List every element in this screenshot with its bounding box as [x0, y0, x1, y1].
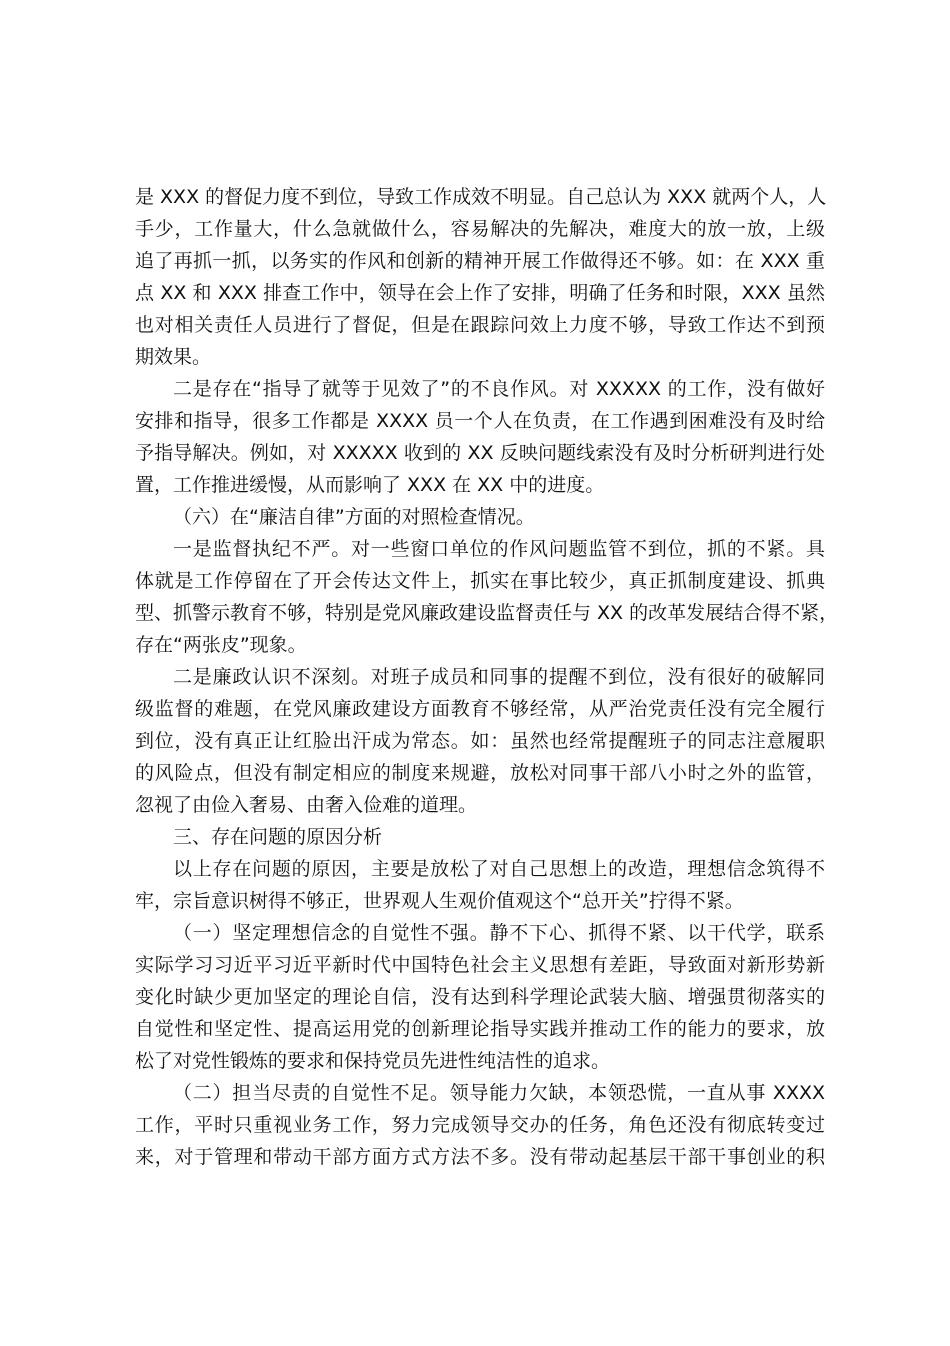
- text-line: 型、抓警示教育不够，特别是党风廉政建设监督责任与 XX 的改革发展结合得不紧，: [135, 602, 839, 624]
- text-line: 二是廉政认识不深刻。对班子成员和同事的提醒不到位，没有很好的破解同: [173, 666, 825, 688]
- text-line: 以上存在问题的原因，主要是放松了对自己思想上的改造，理想信念筑得不: [173, 858, 825, 880]
- text-line: 是 XXX 的督促力度不到位，导致工作成效不明显。自己总认为 XXX 就两个人，人: [135, 186, 827, 208]
- text-line: 级监督的难题，在党风廉政建设方面教育不够经常，从严治党责任没有完全履行: [135, 698, 825, 720]
- text-line: （二）担当尽责的自觉性不足。领导能力欠缺，本领恐慌，一直从事 XXXX: [173, 1082, 825, 1104]
- text-line: 体就是工作停留在了开会传达文件上，抓实在事比较少，真正抓制度建设、抓典: [135, 570, 825, 592]
- text-line: 到位，没有真正让红脸出汗成为常态。如：虽然也经常提醒班子的同志注意履职: [135, 730, 825, 752]
- text-line: 变化时缺少更加坚定的理论自信，没有达到科学理论武装大脑、增强贯彻落实的: [135, 986, 825, 1008]
- text-line: 期效果。: [135, 346, 212, 368]
- text-line: 松了对党性锻炼的要求和保持党员先进性纯洁性的追求。: [135, 1050, 611, 1072]
- text-line: 的风险点，但没有制定相应的制度来规避，放松对同事干部八小时之外的监管，: [135, 762, 825, 784]
- text-line: 忽视了由俭入奢易、由奢入俭难的道理。: [135, 794, 478, 816]
- text-line: 追了再抓一抓，以务实的作风和创新的精神开展工作做得还不够。如：在 XXX 重: [135, 250, 825, 272]
- text-line: 工作，平时只重视业务工作，努力完成领导交办的任务，角色还没有彻底转变过: [135, 1114, 825, 1136]
- text-line: 点 XX 和 XXX 排查工作中，领导在会上作了安排，明确了任务和时限，XXX 虽然: [135, 282, 825, 304]
- text-line: 置，工作推进缓慢，从而影响了 XXX 在 XX 中的进度。: [135, 474, 605, 496]
- text-line: 安排和指导，很多工作都是 XXXX 员一个人在负责，在工作遇到困难没有及时给: [135, 410, 825, 432]
- text-line: 二是存在“指导了就等于见效了”的不良作风。对 XXXXX 的工作，没有做好: [173, 378, 825, 400]
- section-heading: 三、存在问题的原因分析: [173, 826, 383, 848]
- text-line: 予指导解决。例如，对 XXXXX 收到的 XX 反映问题线索没有及时分析研判进行处: [135, 442, 825, 464]
- text-line: 来，对于管理和带动干部方面方式方法不多。没有带动起基层干部干事创业的积: [135, 1146, 825, 1168]
- text-line: 存在“两张皮”现象。: [135, 634, 307, 656]
- text-line: 自觉性和坚定性、提高运用党的创新理论指导实践并推动工作的能力的要求，放: [135, 1018, 825, 1040]
- document-body: [135, 181, 839, 1173]
- text-line: 实际学习习近平习近平新时代中国特色社会主义思想有差距，导致面对新形势新: [135, 954, 825, 976]
- text-line: 也对相关责任人员进行了督促，但是在跟踪问效上力度不够，导致工作达不到预: [135, 314, 825, 336]
- section-heading: （六）在“廉洁自律”方面的对照检查情况。: [173, 506, 535, 528]
- text-line: （一）坚定理想信念的自觉性不强。静不下心、抓得不紧、以干代学，联系: [173, 922, 825, 944]
- text-line: 手少，工作量大，什么急就做什么，容易解决的先解决，难度大的放一放，上级: [135, 218, 825, 240]
- text-line: 一是监督执纪不严。对一些窗口单位的作风问题监管不到位，抓的不紧。具: [173, 538, 825, 560]
- text-line: 牢，宗旨意识树得不够正，世界观人生观价值观这个“总开关”拧得不紧。: [135, 890, 744, 912]
